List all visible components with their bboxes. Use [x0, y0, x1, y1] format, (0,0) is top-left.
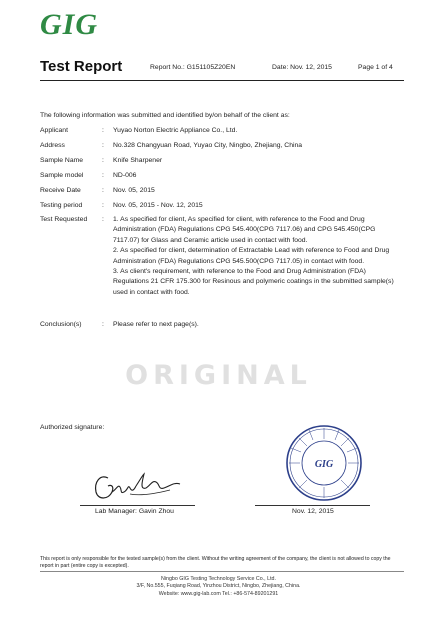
field-value: ND-006	[113, 172, 137, 179]
field-value: Nov. 05, 2015 - Nov. 12, 2015	[113, 202, 203, 209]
authorized-signature-label: Authorized signature:	[40, 424, 105, 431]
field-label: Test Requested	[40, 216, 88, 223]
field-separator: :	[102, 216, 104, 223]
report-header	[40, 58, 404, 78]
disclaimer-text: This report is only responsible for the tested sample(s) from the client. Without the writing agreement of the company, the client is not allowed to copy the report in part (entire copy is excepted).	[40, 556, 391, 569]
field-value: Yuyao Norton Electric Appliance Co., Ltd.	[113, 127, 238, 134]
field-value: No.328 Changyuan Road, Yuyao City, Ningbo, Zhejiang, China	[113, 142, 303, 149]
company-footer	[0, 576, 437, 598]
field-value: Please refer to next page(s).	[113, 321, 199, 328]
field-label: Sample Name	[40, 157, 84, 164]
field-value: Nov. 05, 2015	[113, 187, 155, 194]
test-requested-item: 2. As specified for client, determination of Extractable Lead with reference to Food and Drug Administration (FDA) Regulations CPG 545.500(CPG 7117.05) in contact with food.	[113, 247, 390, 265]
report-title: Test Report	[40, 58, 123, 75]
field-separator: :	[102, 142, 104, 149]
test-requested-item: 3. As client's requirement, with reference to the Food and Drug Administration (FDA) Regulations 21 CFR 175.300 for Resinous and polymeric coatings in the submitted sample(s) used in contact with food.	[113, 268, 394, 296]
gig-logo	[40, 10, 98, 40]
field-label: Applicant	[40, 127, 68, 134]
test-requested-item: 1. As specified for client, As specified for client, with reference to the Food and Drug Administration (FDA) Regulations CPG 545.400(CPG 7117.06) and CPG 545.450(CPG 7117.07) for Glass and Ceramic article used in contact with food.	[113, 216, 376, 244]
field-label: Sample model	[40, 172, 84, 179]
original-watermark: ORIGINAL	[125, 360, 312, 391]
footer-rule	[40, 571, 404, 572]
field-separator: :	[102, 202, 104, 209]
logo-text: GIG	[40, 8, 99, 41]
seal-center-text: GIG	[314, 459, 334, 470]
field-label: Testing period	[40, 202, 83, 209]
report-date: Date: Nov. 12, 2015	[272, 64, 332, 71]
field-separator: :	[102, 157, 104, 164]
signature-line	[80, 505, 195, 506]
header-rule	[40, 80, 404, 81]
date-line	[255, 505, 370, 506]
page-indicator: Page 1 of 4	[358, 64, 393, 71]
field-separator: :	[102, 172, 104, 179]
test-requested-list	[113, 215, 403, 298]
field-separator: :	[102, 127, 104, 134]
company-seal	[285, 424, 363, 502]
lab-manager-name: Lab Manager: Gavin Zhou	[95, 508, 174, 515]
field-label: Address	[40, 142, 65, 149]
field-separator: :	[102, 187, 104, 194]
field-label: Conclusion(s)	[40, 321, 82, 328]
footer-contact: Website: www.gig-lab.com Tel.: +86-574-89201291	[158, 590, 279, 597]
field-separator: :	[102, 321, 104, 328]
footer-address: 3/F, No.555, Fuqiang Road, Yinzhou District, Ningbo, Zhejiang, China.	[136, 583, 301, 590]
footer-company: Ningbo GIG Testing Technology Service Co., Ltd.	[161, 576, 276, 582]
field-label: Receive Date	[40, 187, 81, 194]
signature-date: Nov. 12, 2015	[292, 508, 334, 515]
field-value: Knife Sharpener	[113, 157, 163, 164]
handwritten-signature	[90, 460, 185, 504]
report-number: Report No.: G151105Z20EN	[150, 64, 236, 71]
intro-text: The following information was submitted and identified by/on behalf of the client as:	[40, 112, 290, 119]
